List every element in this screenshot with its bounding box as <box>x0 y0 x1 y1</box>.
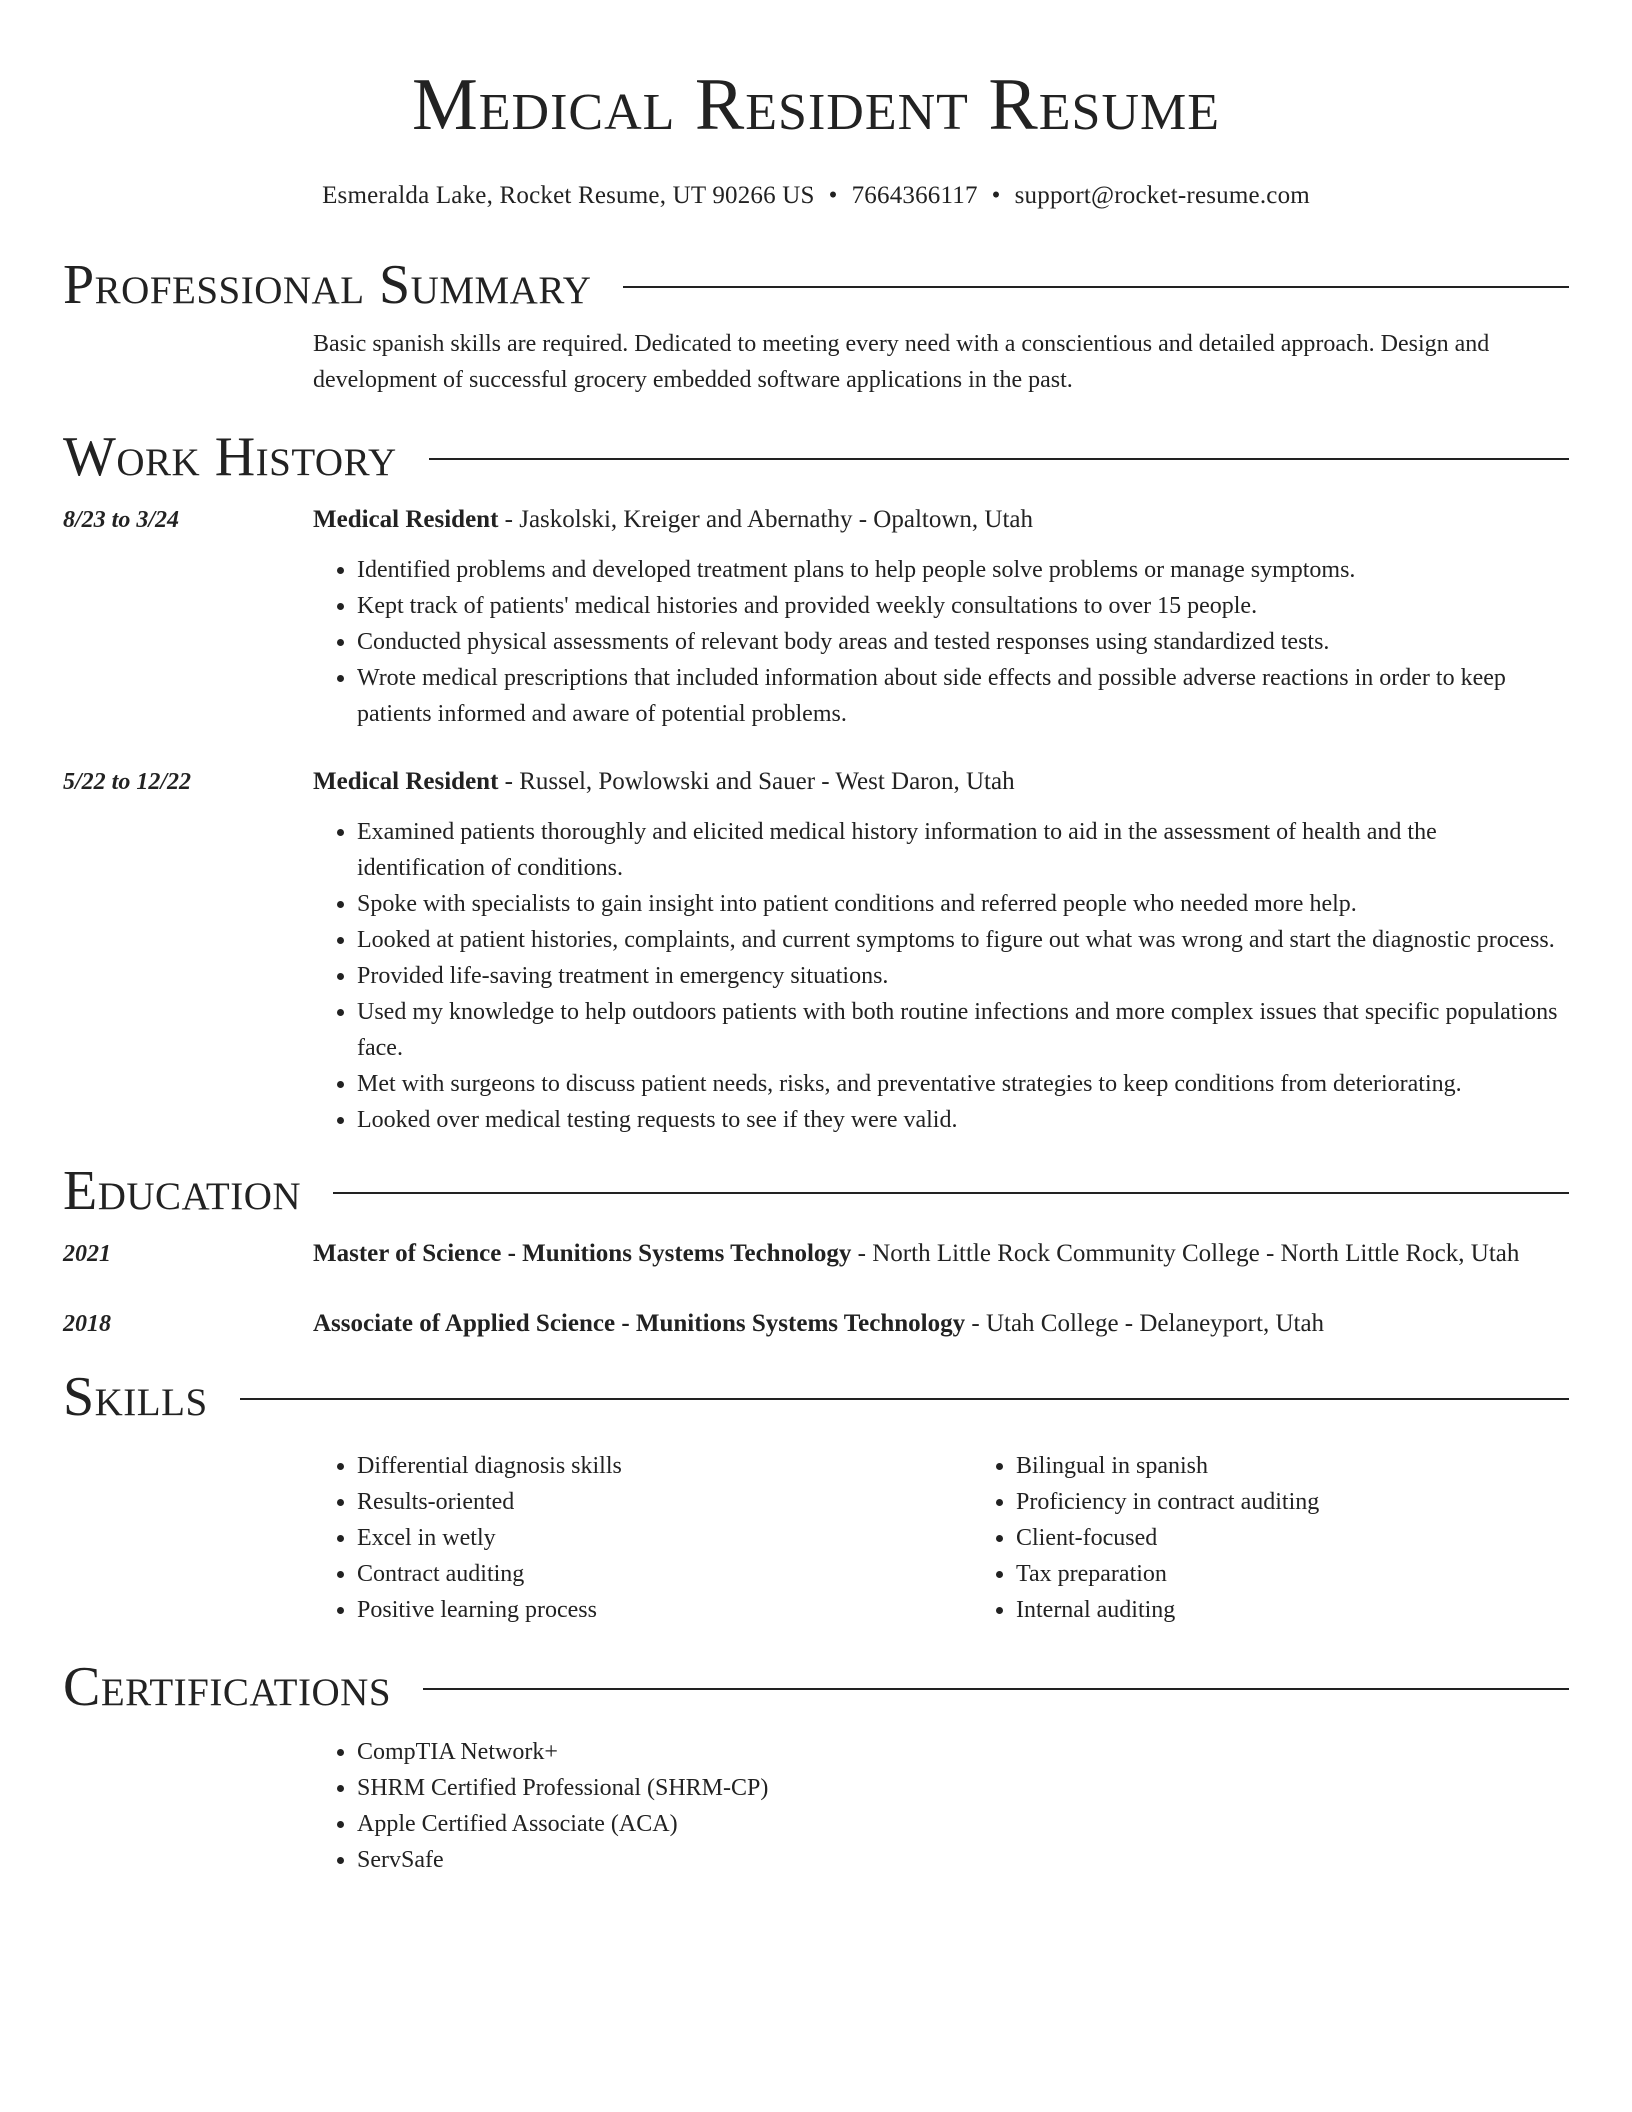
education-degree: Associate of Applied Science - Munitions Systems Technology <box>313 1310 966 1337</box>
certifications-section <box>63 1654 1569 1878</box>
list-item: • Looked over medical testing requests to see if they were valid. <box>357 1102 1569 1138</box>
section-header <box>63 424 1569 490</box>
education-entry <box>63 1304 1569 1344</box>
job-role: Medical Resident <box>313 768 499 795</box>
list-item: • Excel in wetly <box>357 1520 972 1556</box>
section-title: Work History <box>63 426 397 488</box>
list-item: • Client-focused <box>1016 1520 1631 1556</box>
section-divider <box>240 1398 1569 1400</box>
list-item: • Proficiency in contract auditing <box>1016 1484 1631 1520</box>
job-content <box>313 500 1569 732</box>
list-item: • CompTIA Network+ <box>357 1734 1569 1770</box>
list-item: • Met with surgeons to discuss patient needs, risks, and preventative strategies to keep conditions from deteriorating. <box>357 1066 1569 1102</box>
education-year: 2018 <box>63 1311 111 1337</box>
job-dates: 5/22 to 12/22 <box>63 769 192 795</box>
section-divider <box>623 286 1569 288</box>
job-headline <box>313 762 1569 802</box>
list-item: • Examined patients thoroughly and elicited medical history information to aid in the assessment of health and the identification of conditions. <box>357 814 1569 886</box>
list-item: • Apple Certified Associate (ACA) <box>357 1806 1569 1842</box>
certifications-body <box>63 1734 1569 1878</box>
education-entry <box>63 1234 1569 1274</box>
section-title: Professional Summary <box>63 254 592 316</box>
section-title: Skills <box>63 1366 208 1428</box>
resume-title: Medical Resident Resume <box>411 64 1220 146</box>
certifications-list <box>313 1734 1569 1878</box>
list-item: • Looked at patient histories, complaints, and current symptoms to figure out what was wrong and start the diagnostic process. <box>357 922 1569 958</box>
contact-address: Esmeralda Lake, Rocket Resume, UT 90266 US <box>322 182 815 209</box>
list-item: • Wrote medical prescriptions that included information about side effects and possible adverse reactions in order to keep patients informed and aware of potential problems. <box>357 660 1569 732</box>
skills-columns <box>313 1448 1569 1628</box>
education-degree: Master of Science - Munitions Systems Technology <box>313 1240 852 1267</box>
contact-separator: • <box>991 182 1001 209</box>
list-item: • Provided life-saving treatment in emergency situations. <box>357 958 1569 994</box>
job-bullets <box>313 814 1569 1138</box>
list-item: • Internal auditing <box>1016 1592 1631 1628</box>
list-item: • Results-oriented <box>357 1484 972 1520</box>
list-item: • Spoke with specialists to gain insight into patient conditions and referred people who needed more help. <box>357 886 1569 922</box>
skills-section <box>63 1364 1569 1628</box>
section-header <box>63 1364 1569 1430</box>
job-content <box>313 762 1569 1138</box>
section-header <box>63 1654 1569 1720</box>
job-dates: 8/23 to 3/24 <box>63 507 180 533</box>
section-header <box>63 1158 1569 1224</box>
job-entry <box>63 500 1569 732</box>
education-details: - North Little Rock Community College - North Little Rock, Utah <box>851 1240 1520 1267</box>
list-item: • Bilingual in spanish <box>1016 1448 1631 1484</box>
list-item: • Positive learning process <box>357 1592 972 1628</box>
job-role: Medical Resident <box>313 506 499 533</box>
section-header <box>63 252 1569 318</box>
summary-text: Basic spanish skills are required. Dedicated to meeting every need with a conscientious and detailed approach. Design and development of successful grocery embedded software applications in the past. <box>313 331 1490 393</box>
list-item: • Kept track of patients' medical histories and provided weekly consultations to over 15 people. <box>357 588 1569 624</box>
section-title: Education <box>63 1160 302 1222</box>
section-divider <box>429 458 1569 460</box>
job-headline <box>313 500 1569 540</box>
list-item: • Identified problems and developed treatment plans to help people solve problems or manage symptoms. <box>357 552 1569 588</box>
education-details: - Utah College - Delaneyport, Utah <box>965 1310 1325 1337</box>
contact-email: support@rocket-resume.com <box>1014 182 1310 209</box>
education-headline <box>313 1304 1569 1344</box>
list-item: • SHRM Certified Professional (SHRM-CP) <box>357 1770 1569 1806</box>
list-item: • Tax preparation <box>1016 1556 1631 1592</box>
list-item: • Contract auditing <box>357 1556 972 1592</box>
contact-separator: • <box>828 182 838 209</box>
job-bullets <box>313 552 1569 732</box>
contact-line <box>63 182 1569 210</box>
skills-body <box>63 1448 1569 1628</box>
skills-list-left <box>313 1448 972 1628</box>
section-divider <box>423 1688 1569 1690</box>
work-history-section <box>63 424 1569 1138</box>
list-item: • ServSafe <box>357 1842 1569 1878</box>
list-item: • Differential diagnosis skills <box>357 1448 972 1484</box>
job-entry <box>63 762 1569 1138</box>
section-divider <box>333 1192 1569 1194</box>
education-section <box>63 1158 1569 1344</box>
education-headline <box>313 1234 1569 1274</box>
skills-list-right <box>972 1448 1631 1628</box>
section-title: Certifications <box>63 1656 392 1718</box>
list-item: • Used my knowledge to help outdoors patients with both routine infections and more complex issues that specific populations face. <box>357 994 1569 1066</box>
job-details: - Russel, Powlowski and Sauer - West Daron, Utah <box>498 768 1015 795</box>
job-details: - Jaskolski, Kreiger and Abernathy - Opaltown, Utah <box>498 506 1033 533</box>
summary-section <box>63 252 1569 398</box>
contact-phone: 7664366117 <box>851 182 978 209</box>
education-year: 2021 <box>63 1241 111 1267</box>
list-item: • Conducted physical assessments of relevant body areas and tested responses using standardized tests. <box>357 624 1569 660</box>
